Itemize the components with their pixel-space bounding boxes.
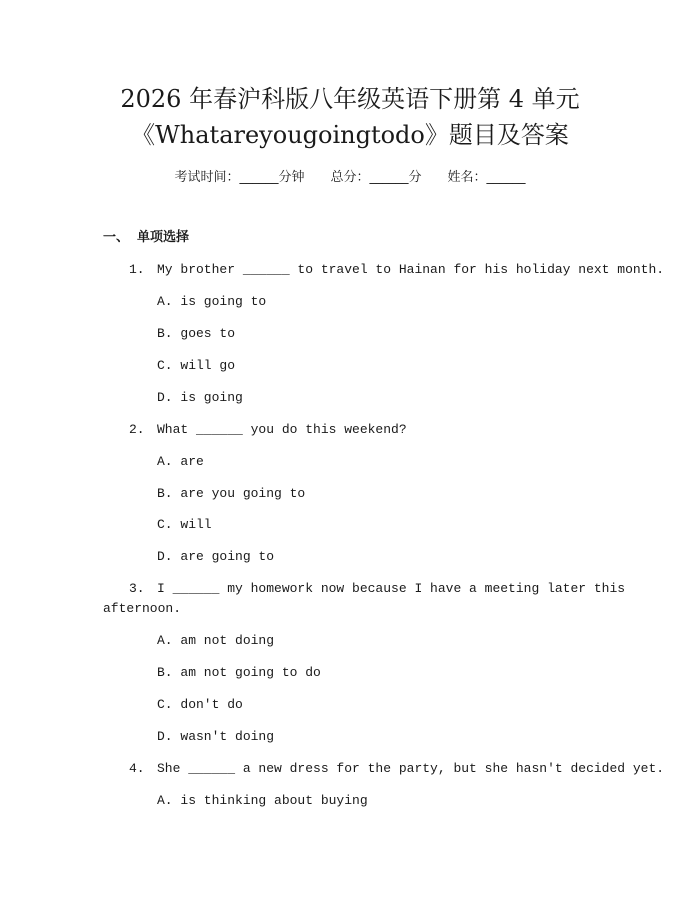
section-title: 单项选择 xyxy=(137,230,190,245)
question-text: She ______ a new dress for the party, but she hasn't decided yet. xyxy=(157,761,665,776)
option-a: A. am not doing xyxy=(157,633,275,648)
question-text-continued: afternoon. xyxy=(103,601,182,616)
question-3 xyxy=(0,579,700,599)
question-number: 4. xyxy=(129,761,145,776)
question-4 xyxy=(0,759,700,779)
question-number: 1. xyxy=(129,262,145,277)
question-2 xyxy=(0,420,700,440)
section-heading xyxy=(103,228,189,248)
option-a: A. are xyxy=(157,454,204,469)
question-text: I ______ my homework now because I have a meeting later this xyxy=(157,581,626,596)
question-text: What ______ you do this weekend? xyxy=(157,422,407,437)
student-name-field: 姓名：______ xyxy=(447,170,526,185)
exam-info xyxy=(0,168,700,188)
option-b: B. are you going to xyxy=(157,486,306,501)
page-title-line-1: 2026 年春沪科版八年级英语下册第 4 单元 xyxy=(120,85,580,113)
section-number: 一、 xyxy=(103,230,130,245)
exam-time-field: 考试时间：______分钟 xyxy=(174,170,305,185)
option-d: D. is going xyxy=(157,390,243,405)
question-text: My brother ______ to travel to Hainan for his holiday next month. xyxy=(157,262,665,277)
option-a: A. is thinking about buying xyxy=(157,793,368,808)
option-a: A. is going to xyxy=(157,294,267,309)
total-score-field: 总分：______分 xyxy=(330,170,422,185)
option-c: C. don't do xyxy=(157,697,243,712)
question-number: 3. xyxy=(129,581,145,596)
option-b: B. am not going to do xyxy=(157,665,321,680)
page-title-line-2: 《Whatareyougoingtodo》题目及答案 xyxy=(131,121,569,149)
option-c: C. will go xyxy=(157,358,236,373)
question-1 xyxy=(0,260,700,280)
option-c: C. will xyxy=(157,517,212,532)
question-number: 2. xyxy=(129,422,145,437)
option-d: D. are going to xyxy=(157,549,275,564)
option-d: D. wasn't doing xyxy=(157,729,275,744)
option-b: B. goes to xyxy=(157,326,236,341)
